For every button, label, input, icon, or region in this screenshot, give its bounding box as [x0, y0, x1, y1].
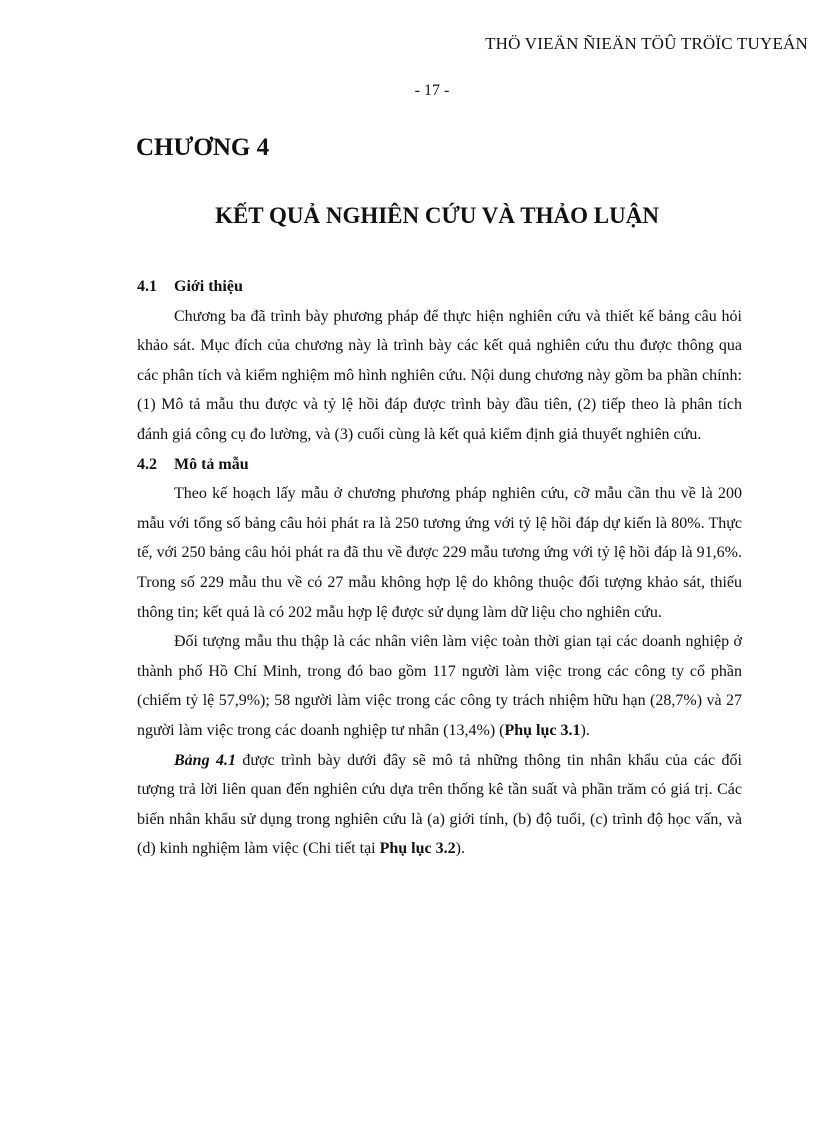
section-heading-4-1 [137, 272, 742, 302]
paragraph-intro: Chương ba đã trình bày phương pháp để thực hiện nghiên cứu và thiết kế bảng câu hỏi khảo sát. Mục đích của chương này là trình bày các kết quả nghiên cứu thu được thông qua các phân tích và kiểm nghiệm mô hình nghiên cứu. Nội dung chương này gồm ba phần chính: (1) Mô tả mẫu thu được và tỷ lệ hồi đáp được trình bày đầu tiên, (2) tiếp theo là phân tích đánh giá công cụ đo lường, và (3) cuối cùng là kết quả kiểm định giả thuyết nghiên cứu. [137, 307, 742, 443]
paragraph-text: ). [455, 840, 465, 858]
chapter-title: KẾT QUẢ NGHIÊN CỨU VÀ THẢO LUẬN [215, 203, 659, 228]
table-reference: Bảng 4.1 [174, 751, 236, 769]
section-title: Mô tả mẫu [174, 455, 249, 473]
section-number: 4.1 [137, 278, 157, 295]
paragraph-sample-subjects [137, 627, 742, 745]
chapter-label: CHƯƠNG 4 [136, 134, 270, 161]
document-body [137, 272, 742, 864]
paragraph-table-intro [137, 746, 742, 864]
section-title: Giới thiệu [174, 278, 243, 295]
section-number: 4.2 [137, 455, 157, 473]
paragraph-sample-plan: Theo kế hoạch lấy mẫu ở chương phương pháp nghiên cứu, cỡ mẫu cần thu về là 200 mẫu với tổng số bảng câu hỏi phát ra là 250 tương ứng với tỷ lệ hồi đáp dự kiến là 80%. Thực tế, với 250 bảng câu hỏi phát ra đã thu về được 229 mẫu tương ứng với tỷ lệ hồi đáp là 91,6%. Trong số 229 mẫu thu về có 27 mẫu không hợp lệ do không thuộc đối tượng khảo sát, thiếu thông tin; kết quả là có 202 mẫu hợp lệ được sử dụng làm dữ liệu cho nghiên cứu. [137, 485, 742, 621]
appendix-reference: Phụ lục 3.1 [504, 721, 581, 739]
library-header: THÖ VIEÄN ÑIEÄN TÖÛ TRÖÏC TUYEÁN [485, 34, 808, 53]
paragraph-text: Đối tượng mẫu thu thập là các nhân viên làm việc toàn thời gian tại các doanh nghiệp ở thành phố Hồ Chí Minh, trong đó bao gồm 117 người làm việc trong các công ty cổ phần (chiếm tỷ lệ 57,9%); 58 người làm việc trong các công ty trách nhiệm hữu hạn (28,7%) và 27 người làm việc trong các doanh nghiệp tư nhân (13,4%) ( [137, 633, 742, 739]
paragraph-text: ). [580, 721, 590, 739]
section-heading-4-2 [137, 450, 742, 480]
appendix-reference: Phụ lục 3.2 [379, 840, 456, 858]
paragraph-text: được trình bày dưới đây sẽ mô tả những thông tin nhân khẩu của các đối tượng trả lời liên quan đến nghiên cứu dựa trên thống kê tần suất và phần trăm có giá trị. Các biến nhân khẩu sử dụng trong nghiên cứu là (a) giới tính, (b) độ tuổi, (c) trình độ học vấn, và (d) kinh nghiệm làm việc (Chi tiết tại [137, 751, 742, 858]
page-number: - 17 - [414, 82, 450, 99]
